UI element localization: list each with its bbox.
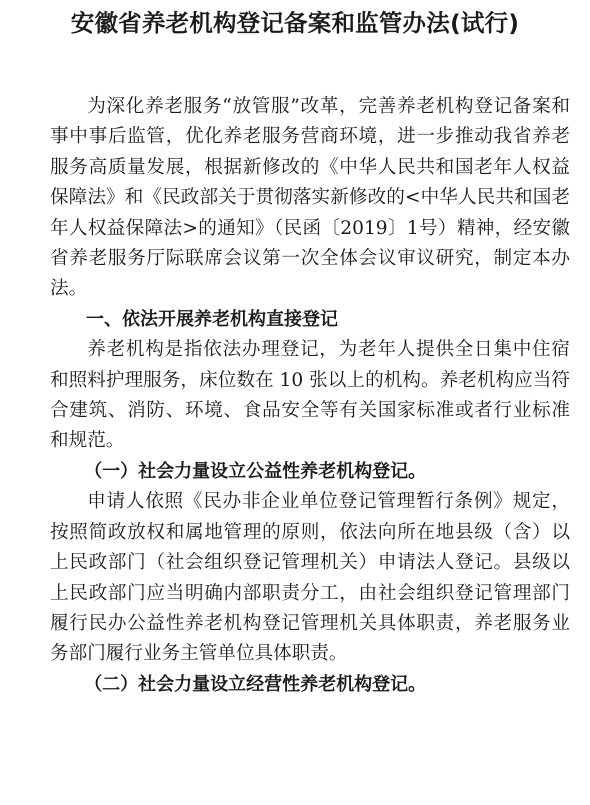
section-1-intro-paragraph: 养老机构是指依法办理登记，为老年人提供全日集中住宿和照料护理服务，床位数在 10 张以上的机构。养老机构应当符合建筑、消防、环境、食品安全等有关国家标准或者行业标准和规范。 bbox=[50, 339, 570, 452]
item-1-heading: （一）社会力量设立公益性养老机构登记。 bbox=[84, 460, 427, 482]
item-2-heading: （二）社会力量设立经营性养老机构登记。 bbox=[84, 673, 427, 695]
section-1-heading: 一、依法开展养老机构直接登记 bbox=[86, 308, 338, 330]
item-1-paragraph: 申请人依照《民办非企业单位登记管理暂行条例》规定，按照简政放权和属地管理的原则，依法向所在地县级（含）以上民政部门（社会组织登记管理机关）申请法人登记。县级以上民政部门应当明确内部职责分工，由社会组织登记管理部门履行民办公益性养老机构登记管理机关具体职责，养老服务业务部门履行业务主管单位具体职责。 bbox=[50, 491, 570, 665]
document-title: 安徽省养老机构登记备案和监管办法(试行) bbox=[70, 9, 520, 37]
preamble-paragraph: 为深化养老服务“放管服”改革，完善养老机构登记备案和事中事后监管，优化养老服务营商环境，进一步推动我省养老服务高质量发展，根据新修改的《中华人民共和国老年人权益保障法》和《民政部关于贯彻落实新修改的<中华人民共和国老年人权益保障法>的通知》（民函〔2019〕1号）精神，经安徽省养老服务厅际联席会议第一次全体会议审议研究，制定本办法。 bbox=[50, 96, 570, 300]
document-body bbox=[50, 92, 570, 700]
